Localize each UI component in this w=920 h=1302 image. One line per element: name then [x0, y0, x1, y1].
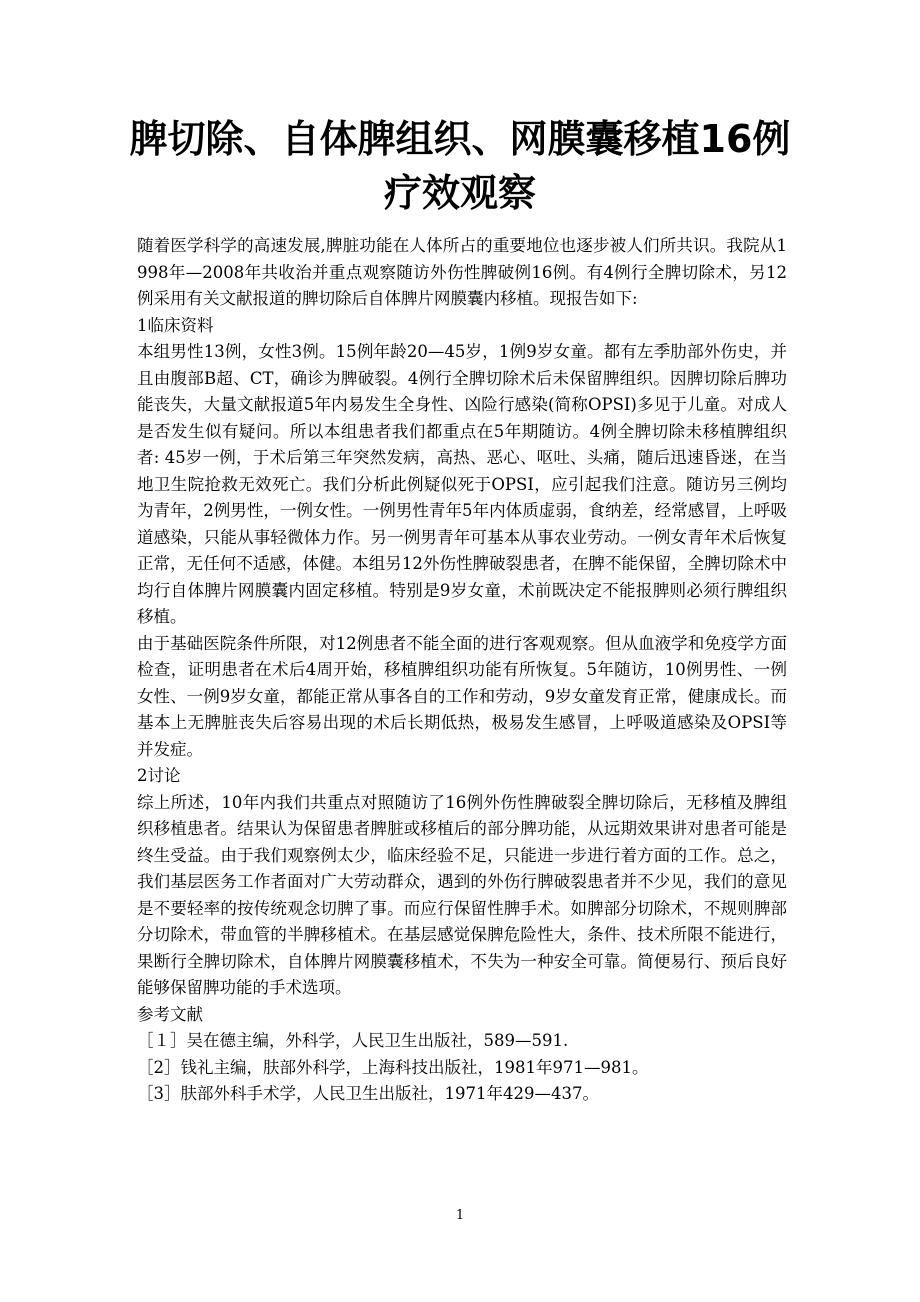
- references-heading: 参考文献: [137, 1004, 203, 1024]
- section-2-paragraph-1: 综上所述，10年内我们共重点对照随访了16例外伤性脾破裂全脾切除后，无移植及脾组织移植患者。结果认为保留患者脾脏或移植后的部分脾功能，从远期效果讲对患者可能是终生受益。由于我们观察例太少，临床经验不足，只能进一步进行着方面的工作。总之，我们基层医务工作者面对广大劳动群众，遇到的外伤行脾破裂患者并不少见，我们的意见是不要轻率的按传统观念切脾了事。而应行保留性脾手术。如脾部分切除术，不规则脾部分切除术，带血管的半脾移植术。在基层感觉保脾危险性大，条件、技术所限不能进行，果断行全脾切除术，自体脾片网膜囊移植术，不失为一种安全可靠。简便易行、预后良好能够保留脾功能的手术选项。: [137, 792, 787, 997]
- title-line-1: 脾切除、自体脾组织、网膜囊移植16例: [129, 117, 791, 161]
- title-line-2: 疗效观察: [383, 171, 536, 215]
- reference-item-1: ［１］吴在德主编，外科学，人民卫生出版社，589—591.: [137, 1031, 569, 1050]
- reference-item-2: ［2］钱礼主编，肤部外科学，上海科技出版社，1981年971—981。: [137, 1057, 649, 1077]
- references-list: [137, 1028, 787, 1108]
- section-1-paragraph-2: 由于基础医院条件所限，对12例患者不能全面的进行客观观察。但从血液学和免疫学方面检查，证明患者在术后4周开始，移植脾组织功能有所恢复。5年随访，10例男性、一例女性、一例9岁女童，都能正常从事各自的工作和劳动，9岁女童发育正常，健康成长。而基本上无脾脏丧失后容易出现的术后长期低热，极易发生感冒，上呼吸道感染及OPSI等并发症。: [137, 633, 787, 759]
- page-number: 1: [455, 1208, 465, 1223]
- intro-paragraph: 随着医学科学的高速发展,脾脏功能在人体所占的重要地位也逐步被人们所共识。我院从1998年—2008年共收治并重点观察随访外伤性脾破例16例。有4例行全脾切除术，另12例采用有关文献报道的脾切除后自体脾片网膜囊内移植。现报告如下:: [137, 236, 787, 308]
- section-1-paragraph-1: 本组男性13例，女性3例。15例年龄20—45岁，1例9岁女童。都有左季肋部外伤史，并且由腹部B超、CT，确诊为脾破裂。4例行全脾切除术后未保留脾组织。因脾切除后脾功能丧失，大量文献报道5年内易发生全身性、凶险行感染(简称OPSI)多见于儿童。对成人是否发生似有疑问。所以本组患者我们都重点在5年期随访。4例全脾切除未移植脾组织者: 45岁一例，于术后第三年突然发病，高热、恶心、呕吐、头痛，随后迅速昏迷，在当地卫生院抢救无效死亡。我们分析此例疑似死于OPSI，应引起我们注意。随访另三例均为青年，2例男性，一例女性。一例男性青年5年内体质虚弱，食纳差，经常感冒，上呼吸道感染，只能从事轻微体力作。另一例男青年可基本从事农业劳动。一例女青年术后恢复正常，无任何不适感，体健。本组另12外伤性脾破裂患者，在脾不能保留，全脾切除术中均行自体脾片网膜囊内固定移植。特别是9岁女童，术前既决定不能报脾则必须行脾组织移植。: [137, 342, 787, 626]
- document-body: [137, 233, 787, 1108]
- reference-item-3: ［3］肤部外科手术学，人民卫生出版社，1971年429—437。: [137, 1084, 599, 1103]
- section-1-heading: 1临床资料: [137, 315, 214, 335]
- document-title: [110, 112, 810, 220]
- section-2-heading: 2讨论: [137, 766, 181, 785]
